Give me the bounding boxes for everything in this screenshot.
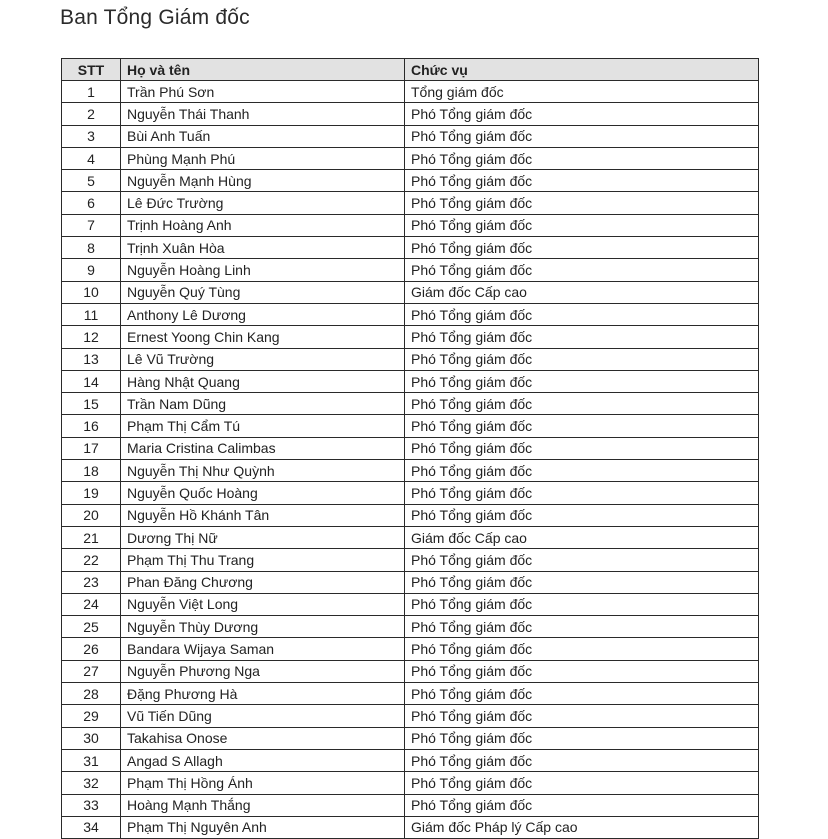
table-row xyxy=(62,370,759,392)
row-name: Ernest Yoong Chin Kang xyxy=(121,326,405,348)
header-name: Họ và tên xyxy=(121,59,405,81)
row-stt: 33 xyxy=(62,794,121,816)
row-name: Đặng Phương Hà xyxy=(121,683,405,705)
row-stt: 15 xyxy=(62,393,121,415)
row-position: Phó Tổng giám đốc xyxy=(405,303,759,325)
table-row xyxy=(62,749,759,771)
row-position: Phó Tổng giám đốc xyxy=(405,705,759,727)
table-row xyxy=(62,794,759,816)
row-name: Bandara Wijaya Saman xyxy=(121,638,405,660)
table-row xyxy=(62,147,759,169)
table-row xyxy=(62,705,759,727)
row-stt: 18 xyxy=(62,460,121,482)
row-position: Giám đốc Pháp lý Cấp cao xyxy=(405,816,759,838)
header-position: Chức vụ xyxy=(405,59,759,81)
row-name: Hàng Nhật Quang xyxy=(121,370,405,392)
table-row xyxy=(62,281,759,303)
table-row xyxy=(62,326,759,348)
row-name: Phạm Thị Thu Trang xyxy=(121,549,405,571)
table-row xyxy=(62,727,759,749)
row-stt: 17 xyxy=(62,437,121,459)
row-name: Hoàng Mạnh Thắng xyxy=(121,794,405,816)
row-position: Phó Tổng giám đốc xyxy=(405,482,759,504)
table-row xyxy=(62,214,759,236)
row-name: Angad S Allagh xyxy=(121,749,405,771)
row-name: Phan Đăng Chương xyxy=(121,571,405,593)
header-row xyxy=(62,59,759,81)
table-row xyxy=(62,482,759,504)
row-stt: 12 xyxy=(62,326,121,348)
row-stt: 27 xyxy=(62,660,121,682)
row-stt: 13 xyxy=(62,348,121,370)
row-position: Giám đốc Cấp cao xyxy=(405,281,759,303)
row-stt: 25 xyxy=(62,616,121,638)
row-stt: 3 xyxy=(62,125,121,147)
row-name: Nguyễn Mạnh Hùng xyxy=(121,170,405,192)
row-position: Phó Tổng giám đốc xyxy=(405,727,759,749)
row-position: Phó Tổng giám đốc xyxy=(405,259,759,281)
row-stt: 28 xyxy=(62,683,121,705)
row-position: Phó Tổng giám đốc xyxy=(405,393,759,415)
row-name: Nguyễn Quốc Hoàng xyxy=(121,482,405,504)
row-stt: 16 xyxy=(62,415,121,437)
table-header xyxy=(62,59,759,81)
row-name: Nguyễn Thị Như Quỳnh xyxy=(121,460,405,482)
row-position: Tổng giám đốc xyxy=(405,81,759,103)
row-position: Phó Tổng giám đốc xyxy=(405,794,759,816)
row-position: Phó Tổng giám đốc xyxy=(405,348,759,370)
row-stt: 24 xyxy=(62,593,121,615)
row-position: Phó Tổng giám đốc xyxy=(405,660,759,682)
table-row xyxy=(62,437,759,459)
table-row xyxy=(62,81,759,103)
table-row xyxy=(62,549,759,571)
row-stt: 4 xyxy=(62,147,121,169)
row-name: Nguyễn Hoàng Linh xyxy=(121,259,405,281)
row-position: Phó Tổng giám đốc xyxy=(405,772,759,794)
row-name: Nguyễn Quý Tùng xyxy=(121,281,405,303)
row-name: Maria Cristina Calimbas xyxy=(121,437,405,459)
row-name: Anthony Lê Dương xyxy=(121,303,405,325)
row-stt: 34 xyxy=(62,816,121,838)
table-row xyxy=(62,303,759,325)
row-name: Vũ Tiến Dũng xyxy=(121,705,405,727)
table-row xyxy=(62,772,759,794)
row-position: Phó Tổng giám đốc xyxy=(405,549,759,571)
table-row xyxy=(62,526,759,548)
row-stt: 9 xyxy=(62,259,121,281)
row-stt: 22 xyxy=(62,549,121,571)
row-name: Nguyễn Thùy Dương xyxy=(121,616,405,638)
table-row xyxy=(62,593,759,615)
table-row xyxy=(62,237,759,259)
row-position: Phó Tổng giám đốc xyxy=(405,749,759,771)
row-name: Lê Đức Trường xyxy=(121,192,405,214)
row-name: Phùng Mạnh Phú xyxy=(121,147,405,169)
row-position: Phó Tổng giám đốc xyxy=(405,638,759,660)
row-position: Phó Tổng giám đốc xyxy=(405,214,759,236)
row-name: Lê Vũ Trường xyxy=(121,348,405,370)
table-row xyxy=(62,348,759,370)
row-stt: 11 xyxy=(62,303,121,325)
row-name: Trần Nam Dũng xyxy=(121,393,405,415)
table-row xyxy=(62,393,759,415)
table-row xyxy=(62,103,759,125)
row-stt: 19 xyxy=(62,482,121,504)
row-position: Phó Tổng giám đốc xyxy=(405,460,759,482)
row-stt: 23 xyxy=(62,571,121,593)
table-row xyxy=(62,571,759,593)
row-position: Phó Tổng giám đốc xyxy=(405,125,759,147)
row-position: Phó Tổng giám đốc xyxy=(405,504,759,526)
row-name: Phạm Thị Nguyên Anh xyxy=(121,816,405,838)
row-stt: 32 xyxy=(62,772,121,794)
table-row xyxy=(62,125,759,147)
row-position: Phó Tổng giám đốc xyxy=(405,415,759,437)
row-stt: 29 xyxy=(62,705,121,727)
row-stt: 2 xyxy=(62,103,121,125)
table-row xyxy=(62,504,759,526)
row-stt: 6 xyxy=(62,192,121,214)
table-row xyxy=(62,415,759,437)
row-stt: 8 xyxy=(62,237,121,259)
row-position: Phó Tổng giám đốc xyxy=(405,616,759,638)
row-position: Phó Tổng giám đốc xyxy=(405,237,759,259)
row-position: Phó Tổng giám đốc xyxy=(405,326,759,348)
row-name: Nguyễn Thái Thanh xyxy=(121,103,405,125)
row-name: Trần Phú Sơn xyxy=(121,81,405,103)
row-name: Nguyễn Việt Long xyxy=(121,593,405,615)
row-stt: 31 xyxy=(62,749,121,771)
row-position: Giám đốc Cấp cao xyxy=(405,526,759,548)
row-stt: 1 xyxy=(62,81,121,103)
row-position: Phó Tổng giám đốc xyxy=(405,192,759,214)
table-row xyxy=(62,816,759,838)
row-position: Phó Tổng giám đốc xyxy=(405,103,759,125)
row-stt: 26 xyxy=(62,638,121,660)
row-position: Phó Tổng giám đốc xyxy=(405,437,759,459)
executive-board-table xyxy=(61,58,759,839)
table-row xyxy=(62,616,759,638)
row-position: Phó Tổng giám đốc xyxy=(405,683,759,705)
row-position: Phó Tổng giám đốc xyxy=(405,370,759,392)
row-name: Nguyễn Phương Nga xyxy=(121,660,405,682)
row-name: Trịnh Xuân Hòa xyxy=(121,237,405,259)
row-stt: 21 xyxy=(62,526,121,548)
row-position: Phó Tổng giám đốc xyxy=(405,147,759,169)
row-position: Phó Tổng giám đốc xyxy=(405,593,759,615)
row-name: Trịnh Hoàng Anh xyxy=(121,214,405,236)
row-name: Phạm Thị Cẩm Tú xyxy=(121,415,405,437)
row-stt: 20 xyxy=(62,504,121,526)
header-stt: STT xyxy=(62,59,121,81)
row-name: Dương Thị Nữ xyxy=(121,526,405,548)
row-name: Takahisa Onose xyxy=(121,727,405,749)
table-row xyxy=(62,259,759,281)
row-position: Phó Tổng giám đốc xyxy=(405,170,759,192)
row-stt: 5 xyxy=(62,170,121,192)
row-stt: 10 xyxy=(62,281,121,303)
table-row xyxy=(62,460,759,482)
row-name: Nguyễn Hồ Khánh Tân xyxy=(121,504,405,526)
row-stt: 7 xyxy=(62,214,121,236)
row-name: Phạm Thị Hồng Ánh xyxy=(121,772,405,794)
row-stt: 30 xyxy=(62,727,121,749)
table-row xyxy=(62,170,759,192)
table-body xyxy=(62,81,759,839)
row-position: Phó Tổng giám đốc xyxy=(405,571,759,593)
table-row xyxy=(62,683,759,705)
table-row xyxy=(62,192,759,214)
page-title: Ban Tổng Giám đốc xyxy=(60,6,250,29)
table-row xyxy=(62,638,759,660)
table-row xyxy=(62,660,759,682)
row-stt: 14 xyxy=(62,370,121,392)
row-name: Bùi Anh Tuấn xyxy=(121,125,405,147)
